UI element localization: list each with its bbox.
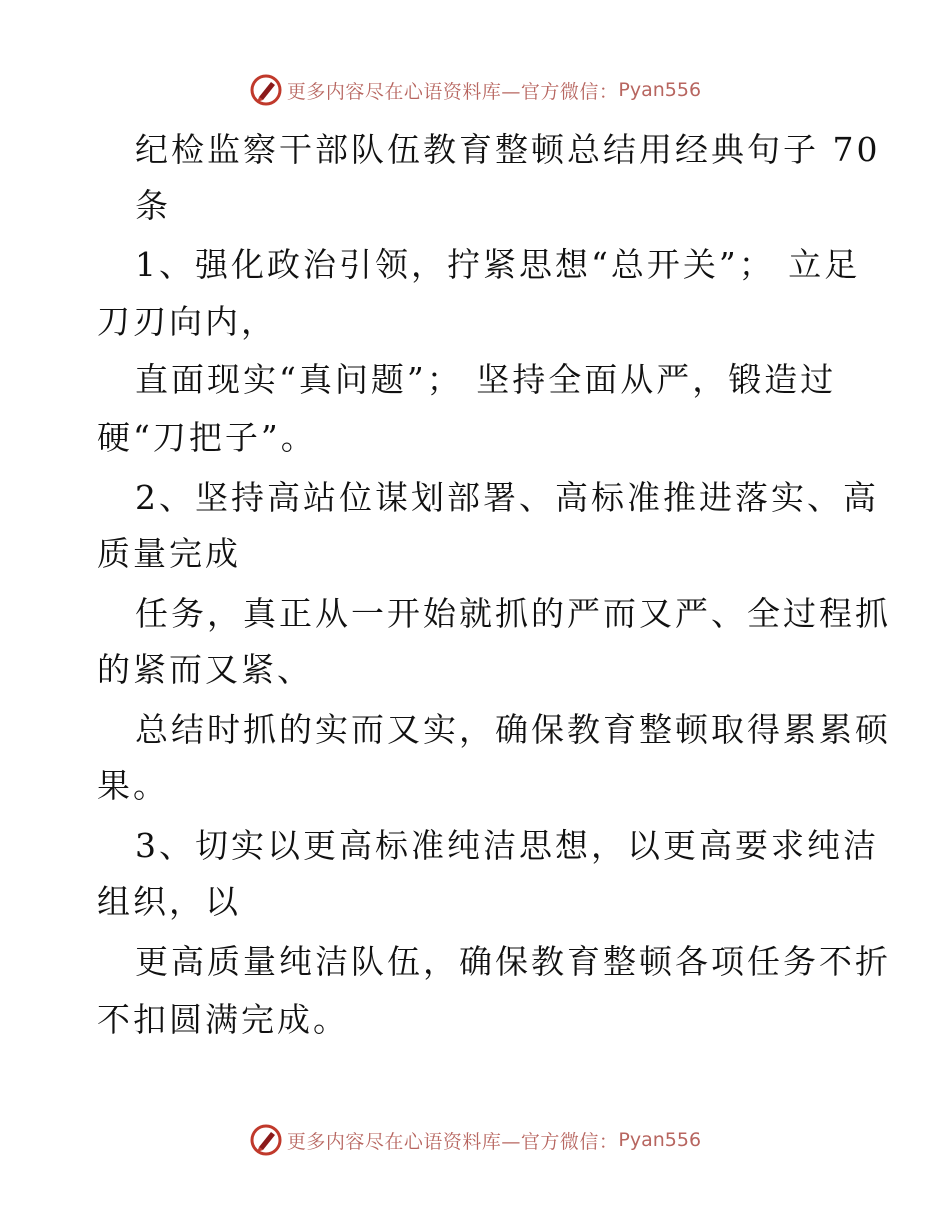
- watermark-banner-top: [0, 70, 950, 110]
- paragraph-line: 更高质量纯洁队伍，确保教育整顿各项任务不折: [135, 942, 891, 981]
- watermark-banner-bottom: [0, 1120, 950, 1160]
- watermark-account: Pyan556: [618, 79, 702, 101]
- watermark-text: 更多内容尽在心语资料库—官方微信：: [286, 80, 619, 103]
- paragraph-line: 任务，真正从一开始就抓的严而又严、全过程抓: [135, 594, 891, 633]
- paragraph-line: 硬“刀把子”。: [97, 418, 317, 457]
- paragraph-line: 总结时抓的实而又实，确保教育整顿取得累累硕: [135, 710, 891, 749]
- watermark-text: 更多内容尽在心语资料库—官方微信：: [286, 1130, 619, 1153]
- watermark-account: Pyan556: [618, 1129, 702, 1151]
- paragraph-line: 1、强化政治引领，拧紧思想“总开关”； 立足: [135, 245, 861, 284]
- paragraph-line: 不扣圆满完成。: [97, 1000, 349, 1039]
- paragraph-line: 质量完成: [97, 534, 241, 573]
- paragraph-line: 果。: [97, 766, 169, 805]
- title-line-1: 纪检监察干部队伍教育整顿总结用经典句子 70: [135, 130, 881, 169]
- paragraph-line: 组织，以: [97, 882, 241, 921]
- paragraph-line: 2、坚持高站位谋划部署、高标准推进落实、高: [135, 478, 879, 517]
- title-line-2: 条: [135, 186, 171, 225]
- paragraph-line: 刀刃向内，: [97, 302, 277, 341]
- paragraph-line: 的紧而又紧、: [97, 650, 313, 689]
- pen-logo-icon: [249, 1123, 283, 1157]
- paragraph-line: 直面现实“真问题”； 坚持全面从严，锻造过: [135, 360, 837, 399]
- pen-logo-icon: [249, 73, 283, 107]
- paragraph-line: 3、切实以更高标准纯洁思想，以更高要求纯洁: [135, 826, 879, 865]
